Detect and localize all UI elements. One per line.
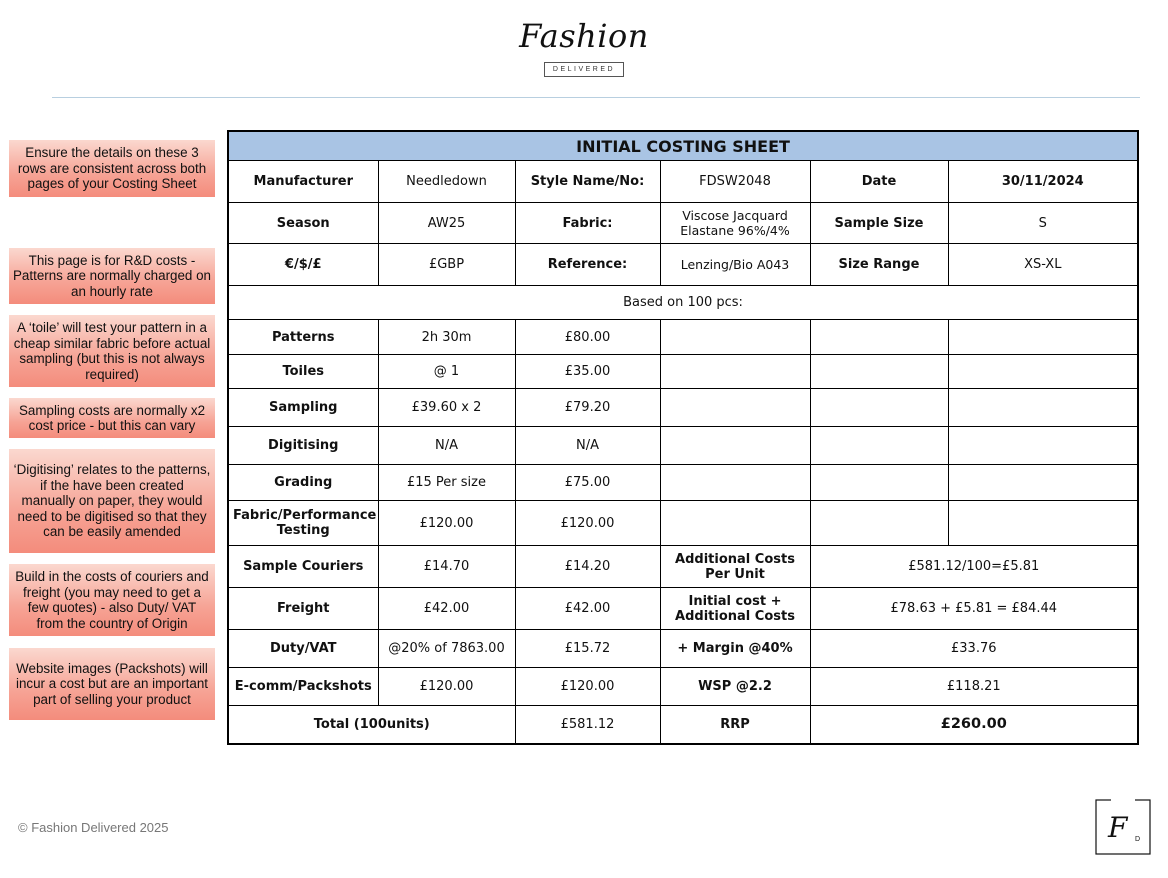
cost-value: £75.00 [515,465,660,501]
total-label: Total (100units) [228,706,515,744]
costing-sheet [227,130,1139,745]
reference-label: Reference: [515,244,660,286]
table-row [228,355,1138,389]
cost-label: Fabric/Performance Testing [228,501,378,546]
cost-detail: N/A [378,427,515,465]
season-label: Season [228,203,378,244]
table-row [228,320,1138,355]
cost-value: £120.00 [515,501,660,546]
fabric-line-2: Elastane 96%/4% [680,223,790,238]
summary-label: + Margin @40% [660,630,810,668]
note-sampling: Sampling costs are normally x2 cost price - but this can vary [9,398,215,438]
cost-value: £15.72 [515,630,660,668]
total-value: £581.12 [515,706,660,744]
empty-cell [660,355,810,389]
table-row [228,501,1138,546]
empty-cell [948,355,1138,389]
cost-detail: £120.00 [378,668,515,706]
cost-label: Sampling [228,389,378,427]
table-row [228,389,1138,427]
sample-size-value: S [948,203,1138,244]
empty-cell [948,427,1138,465]
note-rd-costs: This page is for R&D costs - Patterns are normally charged on an hourly rate [9,248,215,304]
note-consistency: Ensure the details on these 3 rows are consistent across both pages of your Costing Sheet [9,140,215,197]
currency-value: £GBP [378,244,515,286]
rrp-value: £260.00 [810,706,1138,744]
fabric-value [660,203,810,244]
brand-logo [0,16,1168,77]
cost-detail: @20% of 7863.00 [378,630,515,668]
cost-detail: £14.70 [378,546,515,588]
cost-detail: £120.00 [378,501,515,546]
table-row [228,588,1138,630]
table-row [228,465,1138,501]
costing-table [227,130,1139,745]
brand-subtitle: DELIVERED [544,62,624,77]
size-range-label: Size Range [810,244,948,286]
sheet-title: INITIAL COSTING SHEET [228,131,1138,161]
note-packshots: Website images (Packshots) will incur a cost but are an important part of selling your product [9,648,215,720]
date-value: 30/11/2024 [948,161,1138,203]
cost-label: Freight [228,588,378,630]
cost-label: Toiles [228,355,378,389]
cost-label: Patterns [228,320,378,355]
table-row [228,427,1138,465]
cost-detail: £39.60 x 2 [378,389,515,427]
empty-cell [660,389,810,427]
cost-label: Digitising [228,427,378,465]
summary-value: £33.76 [810,630,1138,668]
table-row [228,630,1138,668]
note-toile: A ‘toile’ will test your pattern in a cheap similar fabric before actual sampling (but this is not always required) [9,315,215,387]
reference-value: Lenzing/Bio A043 [660,244,810,286]
cost-value: £120.00 [515,668,660,706]
based-on-note: Based on 100 pcs: [228,286,1138,320]
empty-cell [660,427,810,465]
season-value: AW25 [378,203,515,244]
table-row [228,546,1138,588]
cost-label: Sample Couriers [228,546,378,588]
empty-cell [810,465,948,501]
cost-label: Grading [228,465,378,501]
note-couriers: Build in the costs of couriers and freight (you may need to get a few quotes) - also Duty/ VAT from the country of Origin [9,564,215,636]
empty-cell [948,389,1138,427]
footer-copyright: © Fashion Delivered 2025 [18,820,169,835]
note-digitising: ‘Digitising’ relates to the patterns, if the have been created manually on paper, they would need to be digitised so that they can be easily amended [9,449,215,553]
summary-label: WSP @2.2 [660,668,810,706]
empty-cell [948,465,1138,501]
cost-value: £79.20 [515,389,660,427]
style-label: Style Name/No: [515,161,660,203]
date-label: Date [810,161,948,203]
cost-label: E-comm/Packshots [228,668,378,706]
cost-value: £80.00 [515,320,660,355]
fabric-label: Fabric: [515,203,660,244]
manufacturer-label: Manufacturer [228,161,378,203]
brand-name: Fashion [519,17,649,55]
fabric-line-1: Viscose Jacquard [682,208,788,223]
empty-cell [660,320,810,355]
summary-value: £118.21 [810,668,1138,706]
empty-cell [810,389,948,427]
empty-cell [810,501,948,546]
total-row [228,706,1138,744]
currency-label: €/$/£ [228,244,378,286]
cost-label: Duty/VAT [228,630,378,668]
cost-value: £14.20 [515,546,660,588]
cost-value: £42.00 [515,588,660,630]
cost-detail: 2h 30m [378,320,515,355]
cost-detail: @ 1 [378,355,515,389]
cost-detail: £42.00 [378,588,515,630]
summary-value: £78.63 + £5.81 = £84.44 [810,588,1138,630]
empty-cell [660,465,810,501]
cost-detail: £15 Per size [378,465,515,501]
header-divider [52,97,1140,98]
empty-cell [660,501,810,546]
empty-cell [810,320,948,355]
summary-label: Additional Costs Per Unit [660,546,810,588]
summary-value: £581.12/100=£5.81 [810,546,1138,588]
svg-text:F: F [1108,811,1128,844]
summary-label: Initial cost + Additional Costs [660,588,810,630]
fd-monogram-icon [1095,799,1151,855]
cost-value: N/A [515,427,660,465]
size-range-value: XS-XL [948,244,1138,286]
cost-value: £35.00 [515,355,660,389]
empty-cell [810,355,948,389]
empty-cell [948,501,1138,546]
empty-cell [948,320,1138,355]
manufacturer-value: Needledown [378,161,515,203]
table-row [228,668,1138,706]
empty-cell [810,427,948,465]
style-value: FDSW2048 [660,161,810,203]
sample-size-label: Sample Size [810,203,948,244]
rrp-label: RRP [660,706,810,744]
svg-text:D: D [1135,836,1141,843]
